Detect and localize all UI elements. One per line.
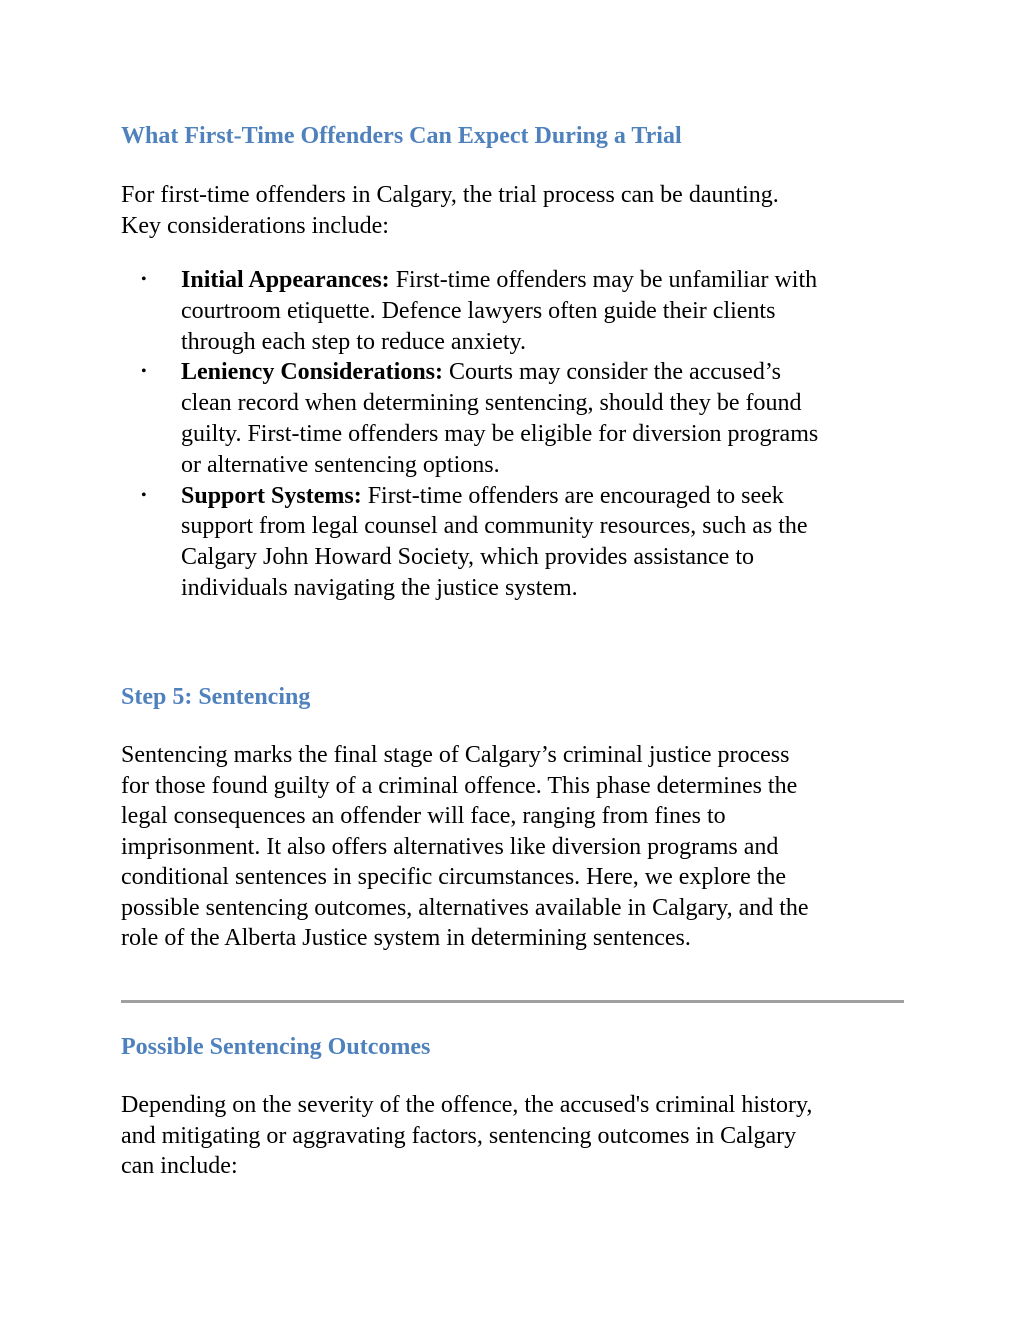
list-item-term: Initial Appearances: bbox=[181, 267, 390, 293]
list-item-text: First-time offenders may be unfamiliar with bbox=[389, 267, 818, 293]
paragraph-line: Key considerations include: bbox=[121, 212, 389, 239]
paragraph-line: imprisonment. It also offers alternatives like diversion programs and bbox=[121, 833, 779, 860]
paragraph-line: conditional sentences in specific circumstances. Here, we explore the bbox=[121, 864, 787, 890]
paragraph-line: Sentencing marks the final stage of Calgary’s criminal justice process bbox=[121, 742, 790, 768]
section-intro-paragraph bbox=[121, 180, 906, 241]
bullet-icon: • bbox=[141, 486, 147, 504]
list-item-line: guilty. First-time offenders may be eligible for diversion programs bbox=[181, 420, 819, 447]
paragraph-line: can include: bbox=[121, 1153, 238, 1179]
section-heading-first-time-offenders: What First-Time Offenders Can Expect During a Trial bbox=[121, 123, 682, 149]
horizontal-divider bbox=[121, 1000, 904, 1003]
list-item-line: or alternative sentencing options. bbox=[181, 451, 500, 478]
list-item-first-line bbox=[181, 481, 906, 512]
list-item-term: Support Systems: bbox=[181, 482, 362, 509]
list-item-line: support from legal counsel and community resources, such as the bbox=[181, 513, 808, 540]
paragraph-line: For first-time offenders in Calgary, the trial process can be daunting. bbox=[121, 182, 779, 208]
list-item-line: Calgary John Howard Society, which provides assistance to bbox=[181, 544, 754, 571]
bullet-icon: • bbox=[141, 363, 147, 381]
outcomes-paragraph bbox=[121, 1090, 906, 1182]
list-item-line: individuals navigating the justice system. bbox=[181, 574, 578, 601]
sentencing-paragraph bbox=[121, 740, 906, 954]
list-item-initial-appearances bbox=[121, 265, 906, 357]
list-item-leniency-considerations bbox=[121, 357, 906, 480]
list-item-first-line bbox=[181, 357, 906, 388]
paragraph-line: for those found guilty of a criminal offence. This phase determines the bbox=[121, 772, 798, 799]
key-considerations-list bbox=[121, 265, 906, 604]
list-item-text: First-time offenders are encouraged to seek bbox=[361, 482, 784, 509]
paragraph-line: possible sentencing outcomes, alternatives available in Calgary, and the bbox=[121, 894, 809, 921]
paragraph-line: role of the Alberta Justice system in determining sentences. bbox=[121, 925, 691, 951]
paragraph-line: legal consequences an offender will face, ranging from fines to bbox=[121, 803, 726, 829]
section-heading-sentencing: Step 5: Sentencing bbox=[121, 684, 311, 710]
paragraph-line: and mitigating or aggravating factors, sentencing outcomes in Calgary bbox=[121, 1122, 797, 1149]
list-item-line: clean record when determining sentencing, should they be found bbox=[181, 390, 802, 417]
list-item-first-line bbox=[181, 265, 906, 296]
list-item-line: courtroom etiquette. Defence lawyers often guide their clients bbox=[181, 297, 776, 324]
section-heading-possible-outcomes: Possible Sentencing Outcomes bbox=[121, 1034, 431, 1060]
list-item-term: Leniency Considerations: bbox=[181, 359, 444, 386]
list-item-support-systems bbox=[121, 481, 906, 604]
bullet-icon: • bbox=[141, 271, 147, 288]
list-item-text: Courts may consider the accused’s bbox=[443, 359, 781, 386]
list-item-line: through each step to reduce anxiety. bbox=[181, 328, 526, 355]
paragraph-line: Depending on the severity of the offence, the accused's criminal history, bbox=[121, 1092, 813, 1118]
